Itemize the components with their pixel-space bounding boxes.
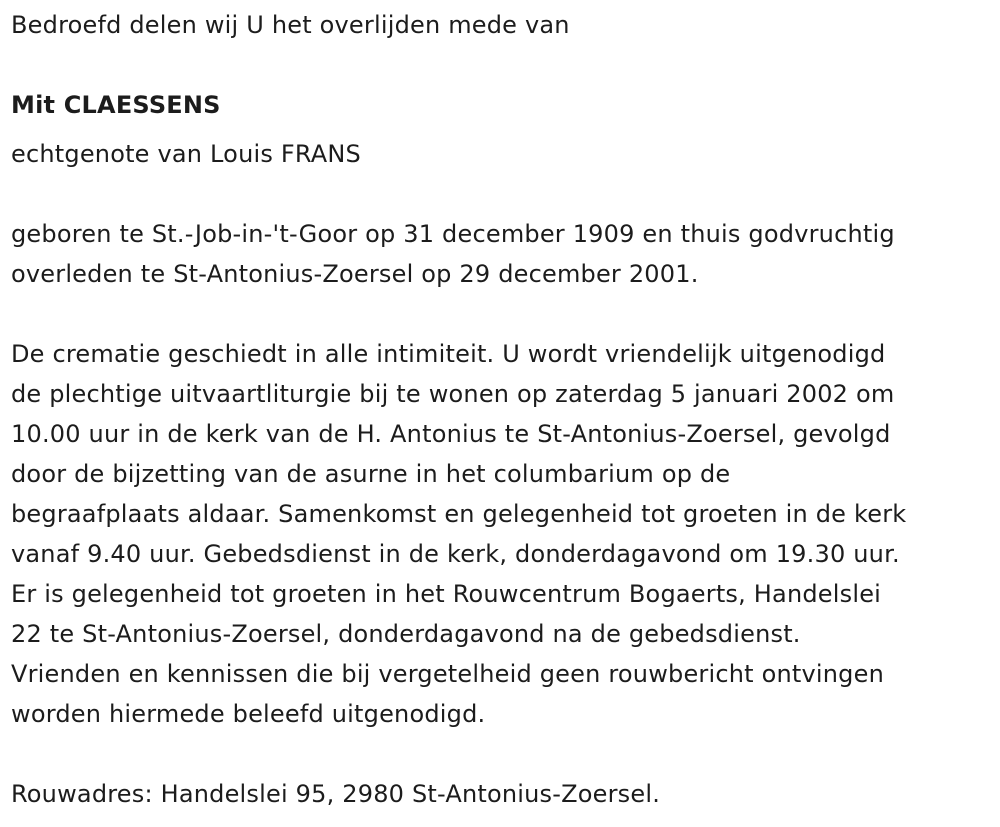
spouse-line: echtgenote van Louis FRANS bbox=[11, 140, 361, 168]
ceremony-line: worden hiermede beleefd uitgenodigd. bbox=[11, 700, 486, 728]
ceremony-line: begraafplaats aldaar. Samenkomst en gelegenheid tot groeten in de kerk bbox=[11, 500, 907, 528]
ceremony-line: door de bijzetting van de asurne in het columbarium op de bbox=[11, 460, 731, 488]
ceremony-line: De crematie geschiedt in alle intimiteit. U wordt vriendelijk uitgenodigd bbox=[11, 340, 886, 368]
birth-line: geboren te St.-Job-in-'t-Goor op 31 december 1909 en thuis godvruchtig bbox=[11, 220, 895, 248]
deceased-name: Mit CLAESSENS bbox=[11, 91, 221, 119]
ceremony-line: de plechtige uitvaartliturgie bij te wonen op zaterdag 5 januari 2002 om bbox=[11, 380, 895, 408]
ceremony-line: 10.00 uur in de kerk van de H. Antonius te St-Antonius-Zoersel, gevolgd bbox=[11, 420, 891, 448]
ceremony-line: Vrienden en kennissen die bij vergetelheid geen rouwbericht ontvingen bbox=[11, 660, 884, 688]
ceremony-line: Er is gelegenheid tot groeten in het Rouwcentrum Bogaerts, Handelslei bbox=[11, 580, 882, 608]
death-line: overleden te St-Antonius-Zoersel op 29 december 2001. bbox=[11, 260, 699, 288]
intro-text: Bedroefd delen wij U het overlijden mede van bbox=[11, 11, 570, 39]
mourning-address: Rouwadres: Handelslei 95, 2980 St-Antonius-Zoersel. bbox=[11, 780, 661, 808]
ceremony-line: 22 te St-Antonius-Zoersel, donderdagavond na de gebedsdienst. bbox=[11, 620, 801, 648]
ceremony-line: vanaf 9.40 uur. Gebedsdienst in de kerk, donderdagavond om 19.30 uur. bbox=[11, 540, 900, 568]
